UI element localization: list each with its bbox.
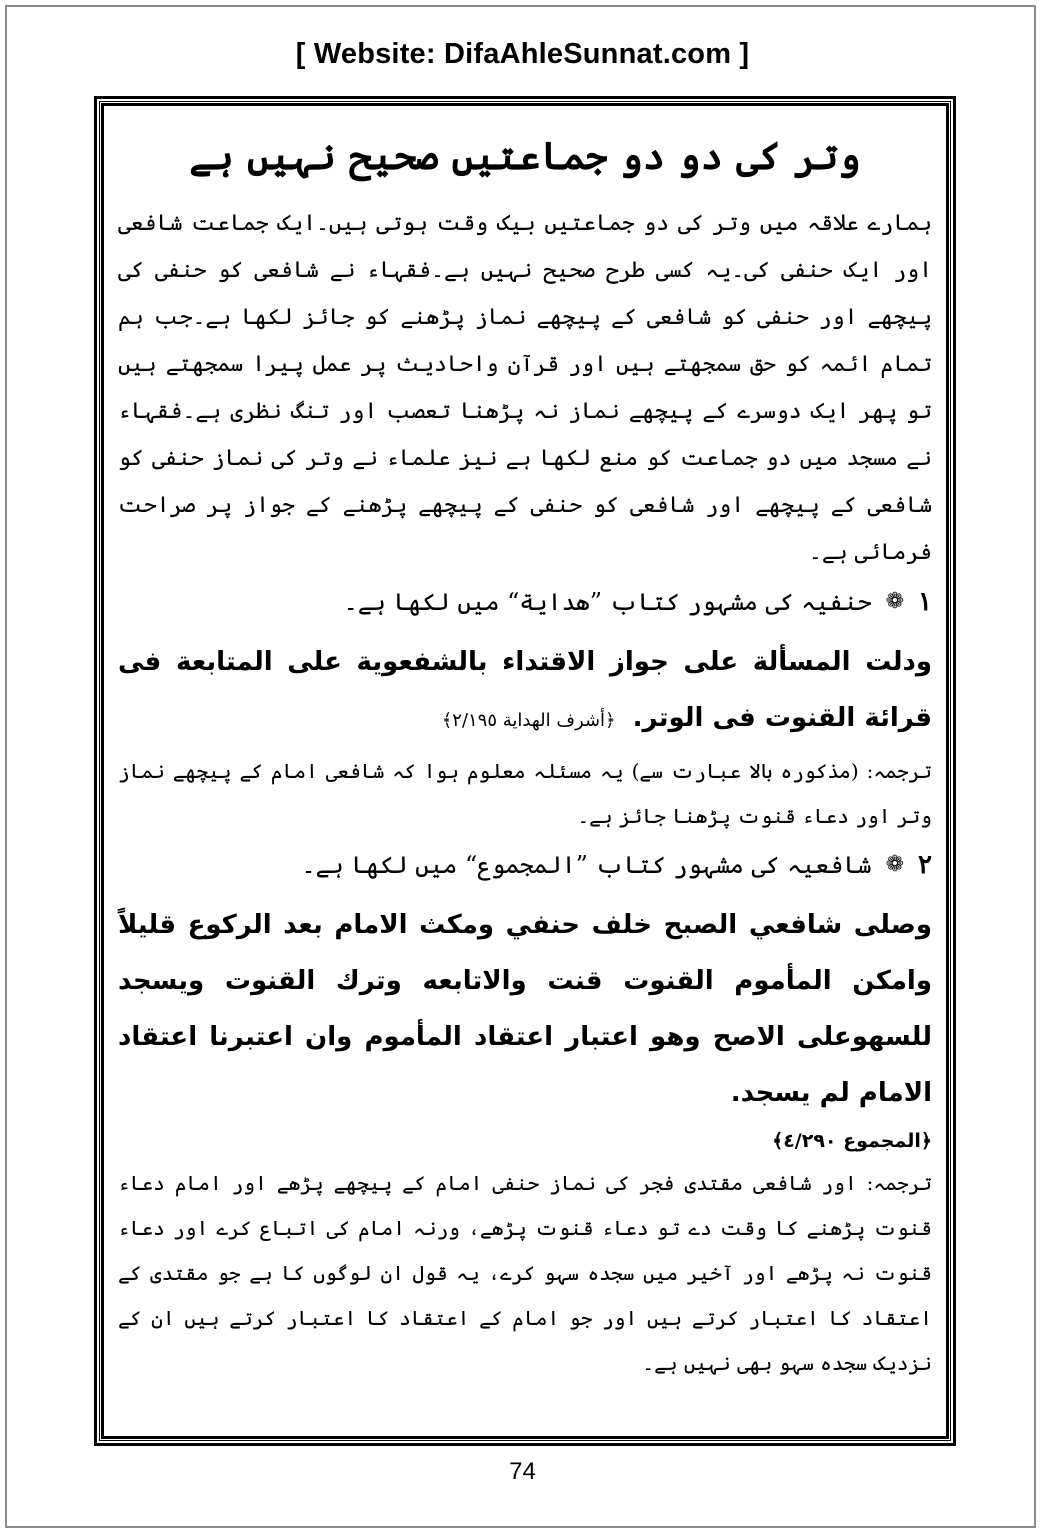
intro-paragraph: ہمارے علاقہ میں وتر کی دو جماعتیں بیک وقت ہوتی ہیں۔ایک جماعت شافعی اور ایک حنفی کی۔یہ کسی طرح صحیح نہیں ہے۔فقہاء نے شافعی کو حنفی کی پیچھے اور حنفی کو شافعی کے پیچھے نماز پڑھنے کو جائز لکھا ہے۔جب ہم تمام ائمہ کو حق سمجھتے ہیں اور قرآن واحادیث پر عمل پیرا سمجھتے ہیں تو پھر ایک دوسرے کے پیچھے نماز نہ پڑھنا تعصب اور تنگ نظری ہے۔فقہاء نے مسجد میں دو جماعت کو منع لکھا ہے نیز علماء نے وتر کی نماز حنفی کو شافعی کے پیچھے اور شافعی کو حنفی کے پیچھے پڑھنے کے جواز پر صراحت فرمائی ہے۔ xyxy=(118,211,932,565)
page-content xyxy=(118,120,932,1420)
book-reference: ﴿أشرف الهداية ٢/١٩٥﴾ xyxy=(441,710,616,731)
ornament-icon: ❁ xyxy=(885,589,905,614)
page-title: وتر کی دو دو جماعتیں صحیح نہیں ہے xyxy=(189,133,861,178)
section-heading-1 xyxy=(118,578,932,626)
book-reference: ﴿المجموع ٤/٢٩٠﴾ xyxy=(772,1130,932,1152)
section-heading-text: حنفیہ کی مشہور کتاب ”هداية“ میں لکھا ہے۔ xyxy=(343,588,872,616)
translation-2: ترجمہ: اور شافعی مقتدی فجر کی نماز حنفی امام کے پیچھے پڑھے اور امام دعاء قنوت پڑھنے کا وقت دے تو دعاء قنوت پڑھے، ورنہ امام کی اتباع کرے اور دعاء قنوت نہ پڑھے اور آخیر میں سجدہ سہو کرے، یہ قول ان لوگوں کا ہے جو مقتدی کے اعتقاد کا اعتبار کرتے ہیں اور جو امام کے اعتقاد کا اعتبار کرتے ہیں ان کے نزدیک سجدہ سہو بھی نہیں ہے۔ xyxy=(118,1171,932,1375)
arabic-quote-text: ودلت المسألة على جواز الاقتداء بالشفعوية على المتابعة فى قرائة القنوت فى الوتر. xyxy=(118,647,932,733)
section-number: ١ xyxy=(918,587,932,617)
page-number: 74 xyxy=(509,1458,536,1485)
arabic-quote-1 xyxy=(118,634,932,749)
section-number: ٢ xyxy=(918,850,932,880)
ornament-icon: ❁ xyxy=(885,852,905,877)
website-header: [ Website: DifaAhleSunnat.com ] xyxy=(295,38,750,70)
arabic-quote-2: وصلى شافعي الصبح خلف حنفي ومكث الامام بعد الركوع قليلاً وامكن المأموم القنوت قنت والاتابعه وترك القنوت ويسجد للسهوعلى الاصح وهو اعتبار اعتقاد المأموم وان اعتبرنا اعتقاد الامام لم يسجد. xyxy=(118,910,932,1108)
section-heading-text: شافعیہ کی مشہور کتاب ”المجموع“ میں لکھا ہے۔ xyxy=(301,851,872,879)
section-heading-2 xyxy=(118,841,932,889)
translation-1: ترجمہ: (مذکورہ بالا عبارت سے) یہ مسئلہ معلوم ہوا کہ شافعی امام کے پیچھے نماز وتر اور دعاء قنوت پڑھنا جائز ہے۔ xyxy=(118,759,932,828)
